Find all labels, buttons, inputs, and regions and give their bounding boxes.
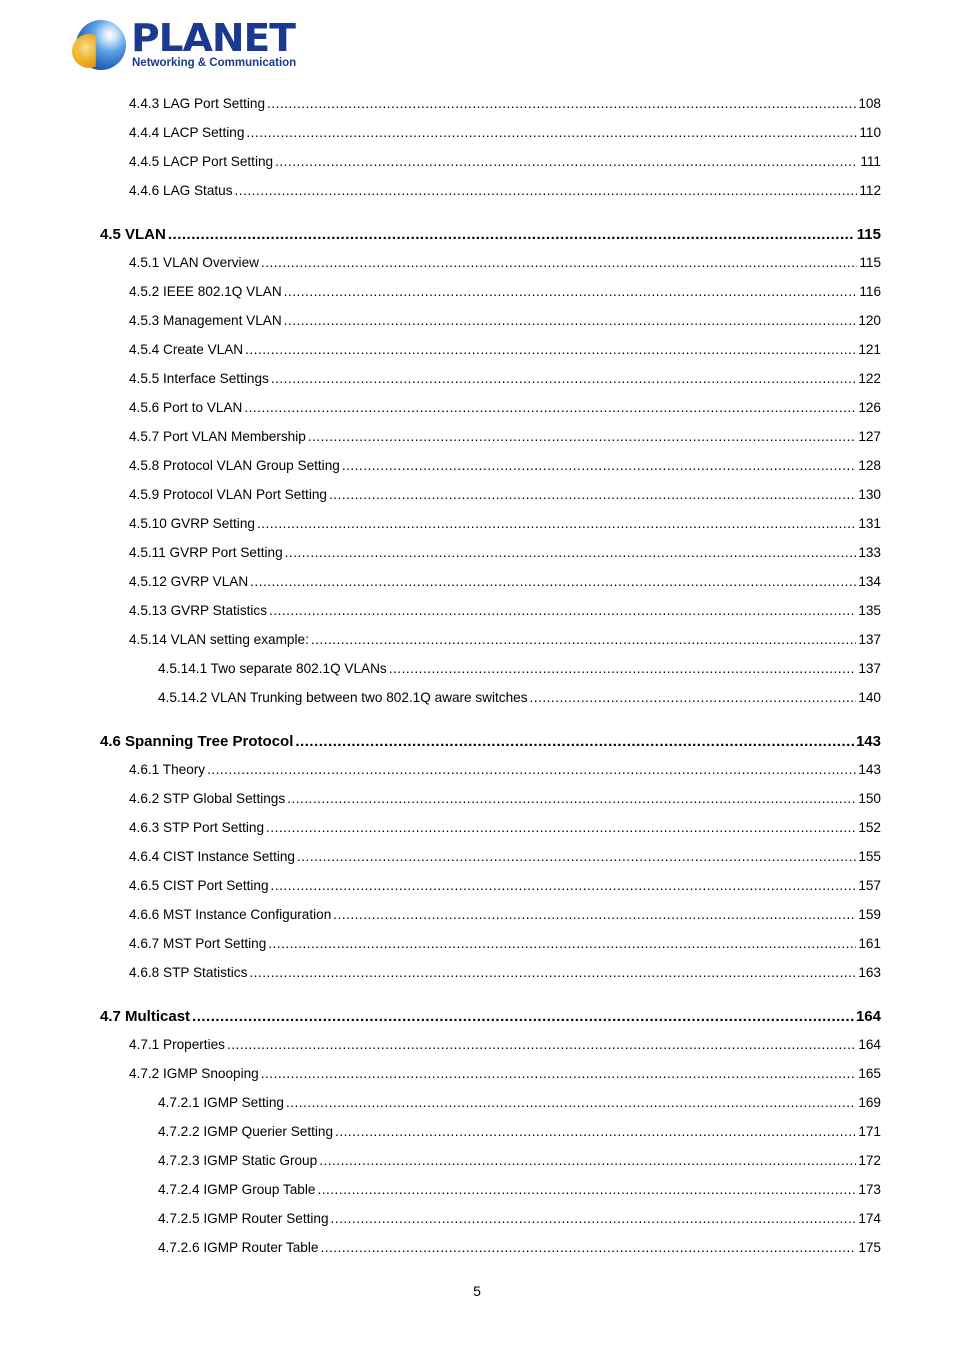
toc-entry[interactable] <box>129 762 881 777</box>
toc-entry-page: 115 <box>859 255 881 270</box>
toc-dot-leader <box>192 1008 854 1025</box>
toc-entry-page: 116 <box>859 284 881 299</box>
toc-dot-leader <box>287 791 856 806</box>
toc-entry-page: 159 <box>858 907 881 922</box>
toc-entry-page: 157 <box>858 878 881 893</box>
toc-entry-title: 4.5.14.1 Two separate 802.1Q VLANs <box>158 661 387 676</box>
toc-entry-page: 161 <box>858 936 881 951</box>
toc-dot-leader <box>244 400 856 415</box>
toc-entry-title: 4.6.6 MST Instance Configuration <box>129 907 332 922</box>
page-number: 5 <box>473 1283 481 1299</box>
toc-entry-title: 4.6.7 MST Port Setting <box>129 936 267 951</box>
toc-entry[interactable] <box>129 574 881 589</box>
toc-entry-page: 155 <box>858 849 881 864</box>
toc-entry-title: 4.6 Spanning Tree Protocol <box>100 733 294 750</box>
toc-dot-leader <box>329 487 856 502</box>
toc-dot-leader <box>320 1240 856 1255</box>
toc-dot-leader <box>319 1153 856 1168</box>
toc-entry-page: 171 <box>858 1124 881 1139</box>
toc-entry-page: 134 <box>858 574 881 589</box>
toc-dot-leader <box>297 849 856 864</box>
toc-entry-title: 4.7.2.3 IGMP Static Group <box>158 1153 318 1168</box>
toc-entry-page: 172 <box>858 1153 881 1168</box>
toc-dot-leader <box>207 762 856 777</box>
toc-entry[interactable] <box>129 429 881 444</box>
toc-dot-leader <box>285 545 857 560</box>
toc-entry-title: 4.4.5 LACP Port Setting <box>129 154 274 169</box>
toc-entry-page: 150 <box>858 791 881 806</box>
toc-entry[interactable] <box>129 936 881 951</box>
toc-entry[interactable] <box>158 1124 881 1139</box>
toc-entry-title: 4.6.8 STP Statistics <box>129 965 248 980</box>
toc-entry-page: 120 <box>858 313 881 328</box>
toc-dot-leader <box>257 516 856 531</box>
toc-entry[interactable] <box>158 1240 881 1255</box>
toc-dot-leader <box>271 878 857 893</box>
toc-entry-title: 4.5.9 Protocol VLAN Port Setting <box>129 487 327 502</box>
toc-entry-page: 164 <box>858 1037 881 1052</box>
toc-entry-page: 152 <box>858 820 881 835</box>
toc-dot-leader <box>308 429 857 444</box>
toc-dot-leader <box>389 661 857 676</box>
toc-entry-title: 4.7.2 IGMP Snooping <box>129 1066 259 1081</box>
toc-entry-page: 108 <box>858 96 881 111</box>
toc-entry-title: 4.7.2.1 IGMP Setting <box>158 1095 284 1110</box>
toc-entry-page: 143 <box>858 762 881 777</box>
toc-entry-title: 4.7.2.2 IGMP Querier Setting <box>158 1124 334 1139</box>
toc-entry[interactable] <box>158 1153 881 1168</box>
toc-dot-leader <box>286 1095 856 1110</box>
toc-entry-page: 164 <box>855 1008 881 1025</box>
toc-dot-leader <box>331 1211 857 1226</box>
toc-entry[interactable] <box>129 284 881 299</box>
toc-entry-page: 133 <box>858 545 881 560</box>
toc-entry-page: 127 <box>858 429 881 444</box>
toc-entry-title: 4.5 VLAN <box>100 226 166 243</box>
toc-dot-leader <box>269 603 856 618</box>
toc-entry-title: 4.5.2 IEEE 802.1Q VLAN <box>129 284 282 299</box>
toc-entry-page: 121 <box>858 342 881 357</box>
toc-entry-page: 126 <box>858 400 881 415</box>
toc-entry-page: 175 <box>858 1240 881 1255</box>
toc-entry[interactable] <box>158 661 881 676</box>
toc-entry[interactable] <box>129 96 881 111</box>
toc-dot-leader <box>250 574 856 589</box>
toc-dot-leader <box>284 284 858 299</box>
toc-entry-page: 128 <box>858 458 881 473</box>
toc-entry-page: 115 <box>856 226 881 243</box>
toc-entry[interactable] <box>129 342 881 357</box>
toc-entry-page: 173 <box>858 1182 881 1197</box>
toc-entry-title: 4.6.4 CIST Instance Setting <box>129 849 295 864</box>
toc-entry-title: 4.5.8 Protocol VLAN Group Setting <box>129 458 340 473</box>
toc-entry-page: 137 <box>858 632 881 647</box>
toc-entry-page: 111 <box>860 154 881 169</box>
toc-dot-leader <box>168 226 855 243</box>
toc-dot-leader <box>246 125 857 140</box>
toc-entry[interactable] <box>129 820 881 835</box>
toc-entry-title: 4.6.5 CIST Port Setting <box>129 878 269 893</box>
toc-entry[interactable] <box>158 1182 881 1197</box>
toc-entry-title: 4.5.10 GVRP Setting <box>129 516 255 531</box>
toc-entry-page: 122 <box>858 371 881 386</box>
toc-entry[interactable] <box>129 125 881 140</box>
toc-entry[interactable] <box>129 1037 881 1052</box>
toc-entry[interactable] <box>158 690 881 705</box>
toc-dot-leader <box>311 632 856 647</box>
toc-dot-leader <box>271 371 857 386</box>
toc-entry-title: 4.4.6 LAG Status <box>129 183 233 198</box>
toc-entry[interactable] <box>129 632 881 647</box>
toc-entry[interactable] <box>129 1066 881 1081</box>
toc-entry-title: 4.5.3 Management VLAN <box>129 313 282 328</box>
toc-entry[interactable] <box>129 400 881 415</box>
toc-entry-page: 165 <box>858 1066 881 1081</box>
toc-entry-title: 4.6.3 STP Port Setting <box>129 820 265 835</box>
toc-section-heading[interactable] <box>100 226 881 243</box>
toc-entry[interactable] <box>158 1095 881 1110</box>
toc-dot-leader <box>284 313 857 328</box>
toc-entry-title: 4.7.2.6 IGMP Router Table <box>158 1240 319 1255</box>
toc-entry[interactable] <box>129 154 881 169</box>
toc-entry-page: 112 <box>859 183 881 198</box>
toc-entry-title: 4.5.13 GVRP Statistics <box>129 603 268 618</box>
toc-section-heading[interactable] <box>100 733 881 750</box>
brand-tagline: Networking & Communication <box>132 57 297 69</box>
toc-entry[interactable] <box>129 313 881 328</box>
toc-entry[interactable] <box>129 487 881 502</box>
toc-entry[interactable] <box>129 965 881 980</box>
planet-logo <box>76 16 297 72</box>
toc-entry-page: 143 <box>855 733 881 750</box>
toc-entry-page: 140 <box>858 690 881 705</box>
toc-dot-leader <box>245 342 856 357</box>
toc-dot-leader <box>342 458 856 473</box>
toc-entry-title: 4.4.3 LAG Port Setting <box>129 96 266 111</box>
toc-dot-leader <box>235 183 858 198</box>
toc-entry-title: 4.5.14.2 VLAN Trunking between two 802.1Q aware switches <box>158 690 528 705</box>
toc-dot-leader <box>261 255 857 270</box>
toc-entry-page: 131 <box>858 516 881 531</box>
toc-dot-leader <box>333 907 856 922</box>
toc-dot-leader <box>335 1124 856 1139</box>
toc-entry-title: 4.7.1 Properties <box>129 1037 225 1052</box>
globe-icon <box>76 20 126 70</box>
toc-entry-title: 4.5.11 GVRP Port Setting <box>129 545 283 560</box>
toc-entry-title: 4.5.6 Port to VLAN <box>129 400 243 415</box>
toc-dot-leader <box>267 96 856 111</box>
toc-entry[interactable] <box>129 371 881 386</box>
toc-dot-leader <box>249 965 856 980</box>
toc-dot-leader <box>261 1066 857 1081</box>
toc-dot-leader <box>227 1037 856 1052</box>
toc-entry-title: 4.4.4 LACP Setting <box>129 125 245 140</box>
toc-entry-page: 174 <box>858 1211 881 1226</box>
toc-dot-leader <box>268 936 856 951</box>
toc-entry[interactable] <box>129 907 881 922</box>
toc-entry-title: 4.5.7 Port VLAN Membership <box>129 429 306 444</box>
toc-entry-title: 4.6.1 Theory <box>129 762 206 777</box>
toc-entry[interactable] <box>129 603 881 618</box>
toc-entry[interactable] <box>129 255 881 270</box>
toc-entry-title: 4.7.2.5 IGMP Router Setting <box>158 1211 329 1226</box>
toc-entry-page: 135 <box>858 603 881 618</box>
toc-entry-title: 4.5.1 VLAN Overview <box>129 255 259 270</box>
toc-entry-title: 4.7.2.4 IGMP Group Table <box>158 1182 316 1197</box>
toc-dot-leader <box>266 820 856 835</box>
toc-entry-page: 163 <box>858 965 881 980</box>
toc-entry[interactable] <box>129 878 881 893</box>
brand-name: PLANET <box>131 16 295 60</box>
toc-dot-leader <box>530 690 857 705</box>
toc-entry-page: 137 <box>858 661 881 676</box>
toc-entry-page: 130 <box>858 487 881 502</box>
toc-entry[interactable] <box>129 458 881 473</box>
toc-entry[interactable] <box>129 791 881 806</box>
toc-section-heading[interactable] <box>100 1008 881 1025</box>
toc-entry[interactable] <box>129 516 881 531</box>
toc-entry-title: 4.7 Multicast <box>100 1008 191 1025</box>
toc-dot-leader <box>295 733 854 750</box>
toc-entry-title: 4.5.5 Interface Settings <box>129 371 269 386</box>
toc-dot-leader <box>317 1182 856 1197</box>
toc-entry-title: 4.5.12 GVRP VLAN <box>129 574 249 589</box>
toc-entry-title: 4.5.14 VLAN setting example: <box>129 632 309 647</box>
toc-entry-page: 169 <box>858 1095 881 1110</box>
toc-entry[interactable] <box>129 849 881 864</box>
toc-dot-leader <box>275 154 858 169</box>
toc-entry-title: 4.5.4 Create VLAN <box>129 342 244 357</box>
toc-entry[interactable] <box>129 183 881 198</box>
toc-entry-title: 4.6.2 STP Global Settings <box>129 791 286 806</box>
toc-entry[interactable] <box>129 545 881 560</box>
toc-entry[interactable] <box>158 1211 881 1226</box>
toc-entry-page: 110 <box>859 125 881 140</box>
